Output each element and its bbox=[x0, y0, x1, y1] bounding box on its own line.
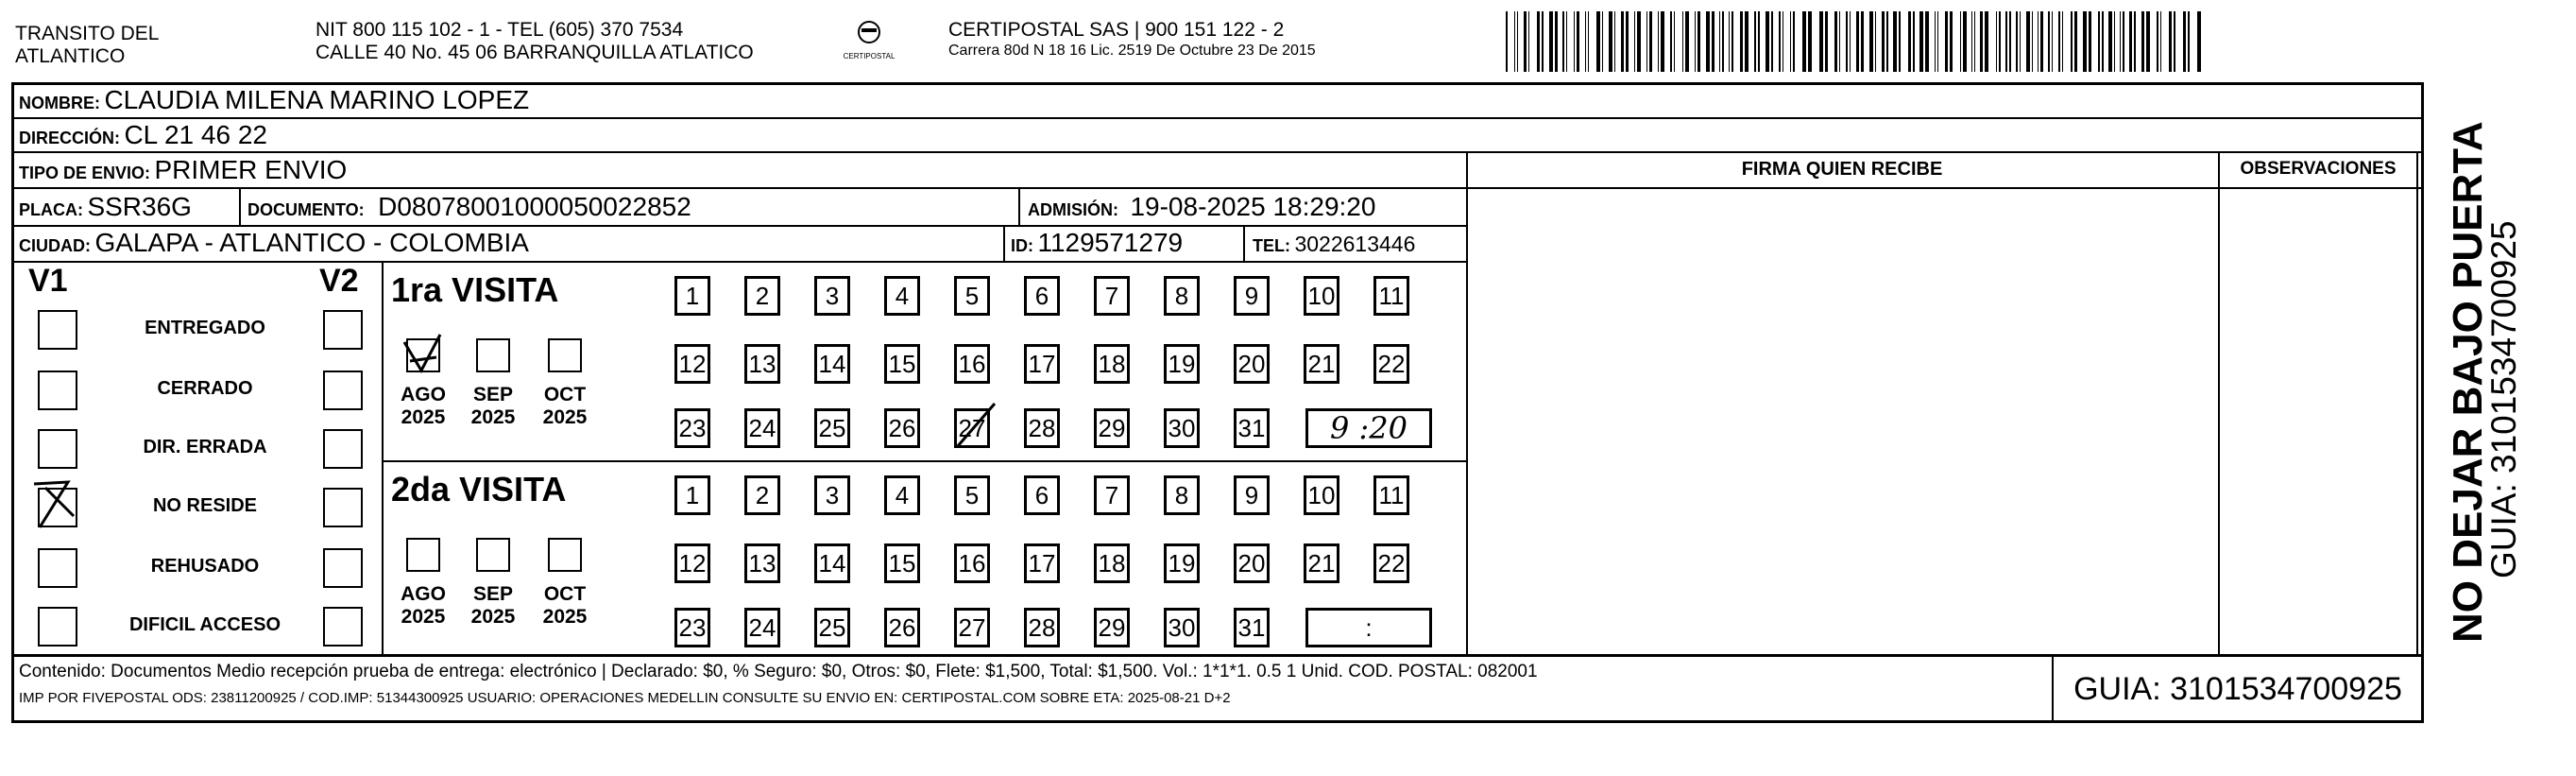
day-box[interactable]: 7 bbox=[1094, 475, 1130, 515]
day-box[interactable]: 26 bbox=[884, 608, 920, 647]
day-box[interactable]: 13 bbox=[744, 344, 780, 384]
month-label bbox=[395, 583, 452, 629]
barcode-bar bbox=[1542, 11, 1544, 72]
barcode-bar bbox=[1697, 11, 1700, 72]
day-box[interactable]: 24 bbox=[744, 608, 780, 647]
barcode-bar bbox=[2032, 11, 2033, 72]
status-v1-checkbox[interactable] bbox=[38, 310, 77, 350]
documento-label: DOCUMENTO: bbox=[247, 200, 365, 219]
barcode-bar bbox=[2048, 11, 2050, 72]
barcode-bar bbox=[1537, 11, 1540, 72]
barcode-bar bbox=[1950, 11, 1953, 72]
day-box[interactable]: 31 bbox=[1234, 608, 1270, 647]
barcode-bar bbox=[1985, 11, 1988, 72]
transito-header bbox=[15, 23, 159, 68]
divider bbox=[382, 460, 1466, 462]
check-mark-icon bbox=[30, 478, 83, 531]
day-box[interactable]: 3 bbox=[814, 276, 850, 316]
barcode-bar bbox=[1596, 11, 1600, 72]
status-v2-checkbox[interactable] bbox=[323, 371, 363, 410]
status-v1-checkbox[interactable] bbox=[38, 488, 77, 527]
status-v1-checkbox[interactable] bbox=[38, 548, 77, 588]
barcode-bar bbox=[1850, 11, 1851, 72]
id-label: ID: bbox=[1011, 236, 1033, 255]
day-box[interactable]: 4 bbox=[884, 475, 920, 515]
day-box[interactable]: 21 bbox=[1304, 543, 1339, 583]
day-box[interactable]: 14 bbox=[814, 344, 850, 384]
barcode-bar bbox=[1685, 11, 1689, 72]
day-box[interactable]: 20 bbox=[1234, 344, 1270, 384]
day-box[interactable]: 19 bbox=[1164, 543, 1200, 583]
barcode-bar bbox=[1649, 11, 1652, 72]
tipo-field bbox=[19, 155, 347, 190]
barcode-bar bbox=[1802, 11, 1806, 72]
transito-line1: TRANSITO DEL bbox=[15, 23, 160, 44]
day-box[interactable]: 4 bbox=[884, 276, 920, 316]
admision-label: ADMISIÓN: bbox=[1028, 200, 1118, 219]
direccion-field bbox=[19, 120, 267, 155]
barcode-bar bbox=[1634, 11, 1635, 72]
barcode-bar bbox=[2016, 11, 2018, 72]
day-box[interactable]: 30 bbox=[1164, 408, 1200, 448]
barcode-bar bbox=[1585, 11, 1586, 72]
day-box[interactable]: 29 bbox=[1094, 608, 1130, 647]
day-box[interactable]: 5 bbox=[954, 276, 990, 316]
barcode bbox=[1504, 11, 2203, 72]
status-v2-checkbox[interactable] bbox=[323, 488, 363, 527]
admision-value: 19-08-2025 18:29:20 bbox=[1130, 192, 1376, 221]
tel-label: TEL: bbox=[1253, 236, 1290, 255]
barcode-bar bbox=[1566, 11, 1567, 72]
barcode-bar bbox=[2120, 11, 2121, 72]
day-box[interactable]: 14 bbox=[814, 543, 850, 583]
barcode-bar bbox=[1658, 11, 1659, 72]
month-checkbox[interactable] bbox=[476, 538, 510, 572]
day-box[interactable]: 20 bbox=[1234, 543, 1270, 583]
barcode-bar bbox=[1674, 11, 1675, 72]
divider bbox=[1243, 225, 1245, 261]
barcode-bar bbox=[2169, 11, 2172, 72]
barcode-bar bbox=[1974, 11, 1975, 72]
status-v1-checkbox[interactable] bbox=[38, 371, 77, 410]
barcode-bar bbox=[1506, 11, 1508, 72]
barcode-bar bbox=[1808, 11, 1812, 72]
barcode-bar bbox=[1960, 11, 1961, 72]
barcode-bar bbox=[1602, 11, 1603, 72]
barcode-bar bbox=[2114, 11, 2115, 72]
barcode-bar bbox=[1621, 11, 1624, 72]
status-label: NO RESIDE bbox=[152, 495, 258, 516]
nombre-label: NOMBRE: bbox=[19, 94, 100, 112]
tel-value: 3022613446 bbox=[1294, 232, 1416, 256]
barcode-bar bbox=[2026, 11, 2030, 72]
barcode-bar bbox=[1562, 11, 1564, 72]
divider bbox=[1466, 151, 1468, 654]
month-year: 2025 bbox=[542, 606, 588, 628]
barcode-bar bbox=[1729, 11, 1730, 72]
barcode-bar bbox=[1935, 11, 1936, 72]
barcode-bar bbox=[2129, 11, 2132, 72]
barcode-bar bbox=[1661, 11, 1664, 72]
status-label: DIFICIL ACCESO bbox=[128, 614, 281, 635]
barcode-bar bbox=[2005, 11, 2007, 72]
day-box[interactable]: 23 bbox=[674, 408, 710, 448]
status-v2-checkbox[interactable] bbox=[323, 548, 363, 588]
logo-text: CERTIPOSTAL bbox=[843, 52, 896, 60]
day-box[interactable]: 28 bbox=[1024, 608, 1060, 647]
month-name: SEP bbox=[472, 583, 514, 605]
barcode-bar bbox=[1745, 11, 1749, 72]
visit-title: 2da VISITA bbox=[391, 470, 567, 509]
footer-guia: GUIA: 3101534700925 bbox=[2073, 671, 2402, 707]
v2-label: V2 bbox=[319, 263, 359, 299]
tipo-label: TIPO DE ENVIO: bbox=[19, 164, 151, 182]
status-v2-checkbox[interactable] bbox=[323, 310, 363, 350]
day-box[interactable]: 13 bbox=[744, 543, 780, 583]
day-box[interactable]: 21 bbox=[1304, 344, 1339, 384]
nombre-field bbox=[19, 85, 529, 120]
day-box[interactable]: 24 bbox=[744, 408, 780, 448]
barcode-bar bbox=[1646, 11, 1647, 72]
barcode-bar bbox=[2040, 11, 2043, 72]
direccion-label: DIRECCIÓN: bbox=[19, 129, 120, 147]
barcode-bar bbox=[2134, 11, 2136, 72]
day-box[interactable]: 2 bbox=[744, 475, 780, 515]
day-mark-icon bbox=[953, 404, 1000, 451]
documento-value: D08078001000050022852 bbox=[378, 192, 691, 221]
barcode-bar bbox=[1637, 11, 1641, 72]
barcode-bar bbox=[1893, 11, 1897, 72]
day-box[interactable]: 31 bbox=[1234, 408, 1270, 448]
day-box[interactable]: 15 bbox=[884, 344, 920, 384]
day-box[interactable]: 10 bbox=[1304, 276, 1339, 316]
barcode-bar bbox=[2020, 11, 2021, 72]
month-name: OCT bbox=[543, 583, 587, 605]
month-name: AGO bbox=[401, 384, 446, 405]
barcode-bar bbox=[1945, 11, 1948, 72]
month-year: 2025 bbox=[401, 406, 446, 428]
barcode-bar bbox=[1793, 11, 1795, 72]
placa-label: PLACA: bbox=[19, 200, 83, 219]
day-box[interactable]: 11 bbox=[1373, 276, 1409, 316]
placa-field bbox=[19, 192, 192, 227]
day-box[interactable]: 12 bbox=[674, 543, 710, 583]
day-box[interactable]: 8 bbox=[1164, 276, 1200, 316]
check-mark-icon bbox=[402, 333, 446, 376]
barcode-bar bbox=[1706, 11, 1710, 72]
barcode-bar bbox=[1771, 11, 1773, 72]
day-box[interactable]: 1 bbox=[674, 276, 710, 316]
day-box[interactable]: 5 bbox=[954, 475, 990, 515]
barcode-bar bbox=[2089, 11, 2091, 72]
barcode-bar bbox=[2102, 11, 2104, 72]
month-checkbox[interactable] bbox=[406, 338, 440, 372]
footer-content: Contenido: Documentos Medio recepción prueba de entrega: electrónico | Declarado: $0, % Seguro: $0, Otros: $0, Flete: $1,500, Total: $1,500. Vol.: 1*1*1. 0.5 1 Unid. COD. POSTAL: 082001 bbox=[19, 662, 1538, 681]
divider bbox=[11, 151, 2424, 153]
day-box[interactable]: 6 bbox=[1024, 276, 1060, 316]
barcode-bar bbox=[1875, 11, 1876, 72]
barcode-bar bbox=[1819, 11, 1823, 72]
admision-field bbox=[1028, 192, 1375, 227]
day-box[interactable]: 25 bbox=[814, 408, 850, 448]
divider bbox=[2218, 151, 2220, 654]
barcode-bar bbox=[2160, 11, 2161, 72]
id-value: 1129571279 bbox=[1037, 228, 1184, 257]
day-box[interactable]: 9 bbox=[1234, 276, 1270, 316]
day-box[interactable]: 11 bbox=[1373, 475, 1409, 515]
id-field bbox=[1011, 228, 1183, 263]
status-label: CERRADO bbox=[157, 378, 253, 399]
status-label: DIR. ERRADA bbox=[143, 437, 267, 457]
month-label bbox=[537, 384, 593, 429]
barcode-bar bbox=[2058, 11, 2060, 72]
barcode-bar bbox=[1999, 11, 2001, 72]
barcode-bar bbox=[1732, 11, 1733, 72]
nit-line1: NIT 800 115 102 - 1 - TEL (605) 370 7534 bbox=[316, 19, 684, 41]
day-box[interactable]: 3 bbox=[814, 475, 850, 515]
barcode-bar bbox=[1670, 11, 1672, 72]
day-box[interactable]: 27 bbox=[954, 608, 990, 647]
barcode-bar bbox=[1528, 11, 1529, 72]
barcode-bar bbox=[1839, 11, 1840, 72]
status-label: REHUSADO bbox=[150, 556, 260, 577]
month-name: OCT bbox=[543, 384, 587, 405]
status-v1-checkbox[interactable] bbox=[38, 429, 77, 469]
barcode-bar bbox=[1963, 11, 1967, 72]
barcode-bar bbox=[1861, 11, 1864, 72]
month-label bbox=[465, 583, 521, 629]
barcode-bar bbox=[2141, 11, 2144, 72]
day-box[interactable]: 2 bbox=[744, 276, 780, 316]
month-checkbox[interactable] bbox=[476, 338, 510, 372]
nit-line2: CALLE 40 No. 45 06 BARRANQUILLA ATLATICO bbox=[316, 42, 754, 63]
barcode-bar bbox=[2009, 11, 2011, 72]
barcode-bar bbox=[2157, 11, 2158, 72]
day-box[interactable]: 18 bbox=[1094, 543, 1130, 583]
barcode-bar bbox=[1722, 11, 1724, 72]
day-box[interactable]: 18 bbox=[1094, 344, 1130, 384]
barcode-bar bbox=[1919, 11, 1923, 72]
barcode-bar bbox=[1925, 11, 1929, 72]
barcode-bar bbox=[1574, 11, 1575, 72]
footer-imp: IMP POR FIVEPOSTAL ODS: 23811200925 / COD.IMP: 51344300925 USUARIO: OPERACIONES MEDELLIN CONSULTE SU ENVIO EN: CERTIPOSTAL.COM SOBRE ETA: 2025-08-21 D+2 bbox=[19, 690, 1231, 706]
day-box[interactable]: 17 bbox=[1024, 543, 1060, 583]
barcode-bar bbox=[1882, 11, 1885, 72]
barcode-bar bbox=[1766, 11, 1769, 72]
barcode-bar bbox=[1825, 11, 1828, 72]
barcode-bar bbox=[1712, 11, 1714, 72]
day-box[interactable]: 12 bbox=[674, 344, 710, 384]
day-box[interactable]: 25 bbox=[814, 608, 850, 647]
month-checkbox[interactable] bbox=[548, 538, 582, 572]
day-box[interactable]: 10 bbox=[1304, 475, 1339, 515]
status-v2-checkbox[interactable] bbox=[323, 607, 363, 647]
barcode-bar bbox=[1588, 11, 1589, 72]
barcode-bar bbox=[1514, 11, 1515, 72]
barcode-bar bbox=[2083, 11, 2087, 72]
barcode-bar bbox=[1555, 11, 1558, 72]
day-box[interactable]: 17 bbox=[1024, 344, 1060, 384]
barcode-bar bbox=[1614, 11, 1615, 72]
barcode-bar bbox=[1869, 11, 1873, 72]
barcode-bar bbox=[1524, 11, 1527, 72]
certi-line1: CERTIPOSTAL SAS | 900 151 122 - 2 bbox=[948, 19, 1285, 41]
visit-title: 1ra VISITA bbox=[391, 270, 559, 309]
barcode-bar bbox=[2074, 11, 2077, 72]
ciudad-field bbox=[19, 228, 529, 263]
day-box[interactable]: 30 bbox=[1164, 608, 1200, 647]
status-v1-checkbox[interactable] bbox=[38, 607, 77, 647]
day-box[interactable]: 9 bbox=[1234, 475, 1270, 515]
barcode-bar bbox=[1834, 11, 1837, 72]
day-box[interactable]: 27 bbox=[954, 408, 990, 448]
day-box[interactable]: 23 bbox=[674, 608, 710, 647]
barcode-bar bbox=[1682, 11, 1683, 72]
barcode-bar bbox=[2098, 11, 2100, 72]
status-label: ENTREGADO bbox=[145, 318, 265, 338]
v1-label: V1 bbox=[28, 263, 68, 299]
barcode-bar bbox=[1908, 11, 1911, 72]
placa-value: SSR36G bbox=[87, 192, 192, 221]
divider bbox=[382, 261, 384, 654]
day-box[interactable]: 7 bbox=[1094, 276, 1130, 316]
divider bbox=[2416, 151, 2418, 654]
barcode-bar bbox=[2052, 11, 2053, 72]
barcode-bar bbox=[1758, 11, 1760, 72]
month-label bbox=[537, 583, 593, 629]
observaciones-header: OBSERVACIONES bbox=[2240, 159, 2397, 179]
visit-time-box[interactable]: : bbox=[1305, 608, 1432, 647]
barcode-bar bbox=[1856, 11, 1859, 72]
barcode-bar bbox=[1626, 11, 1629, 72]
barcode-bar bbox=[1980, 11, 1983, 72]
month-name: SEP bbox=[472, 384, 514, 405]
barcode-bar bbox=[2188, 11, 2190, 72]
barcode-bar bbox=[1549, 11, 1553, 72]
tel-field bbox=[1253, 229, 1415, 263]
barcode-bar bbox=[2174, 11, 2175, 72]
day-box[interactable]: 22 bbox=[1373, 543, 1409, 583]
month-year: 2025 bbox=[401, 606, 446, 628]
barcode-bar bbox=[1754, 11, 1756, 72]
ciudad-label: CIUDAD: bbox=[19, 236, 91, 255]
tipo-value: PRIMER ENVIO bbox=[154, 155, 348, 184]
barcode-bar bbox=[2183, 11, 2186, 72]
barcode-bar bbox=[1517, 11, 1518, 72]
transito-line2: ATLANTICO bbox=[15, 45, 126, 67]
barcode-bar bbox=[1790, 11, 1791, 72]
guia-vertical: GUIA: 3101534700925 bbox=[2484, 220, 2523, 578]
day-box[interactable]: 22 bbox=[1373, 344, 1409, 384]
barcode-bar bbox=[2123, 11, 2124, 72]
day-box[interactable]: 26 bbox=[884, 408, 920, 448]
certi-line2: Carrera 80d N 18 16 Lic. 2519 De Octubre 23 De 2015 bbox=[948, 43, 1316, 59]
month-checkbox[interactable] bbox=[548, 338, 582, 372]
barcode-bar bbox=[1695, 11, 1696, 72]
barcode-bar bbox=[1996, 11, 1997, 72]
barcode-bar bbox=[2108, 11, 2112, 72]
barcode-bar bbox=[1913, 11, 1915, 72]
barcode-bar bbox=[1971, 11, 1972, 72]
barcode-bar bbox=[1846, 11, 1848, 72]
day-box[interactable]: 16 bbox=[954, 344, 990, 384]
month-year: 2025 bbox=[470, 406, 516, 428]
barcode-bar bbox=[1609, 11, 1612, 72]
divider bbox=[1003, 225, 1005, 261]
day-box[interactable]: 16 bbox=[954, 543, 990, 583]
month-label bbox=[465, 384, 521, 429]
barcode-bar bbox=[1937, 11, 1938, 72]
barcode-bar bbox=[1779, 11, 1781, 72]
status-v2-checkbox[interactable] bbox=[323, 429, 363, 469]
day-box[interactable]: 15 bbox=[884, 543, 920, 583]
barcode-bar bbox=[2146, 11, 2150, 72]
barcode-bar bbox=[1740, 11, 1743, 72]
barcode-bar bbox=[2197, 11, 2201, 72]
barcode-bar bbox=[1577, 11, 1579, 72]
day-box[interactable]: 29 bbox=[1094, 408, 1130, 448]
month-name: AGO bbox=[401, 583, 446, 605]
firma-header: FIRMA QUIEN RECIBE bbox=[1741, 159, 1943, 180]
barcode-bar bbox=[2071, 11, 2073, 72]
divider bbox=[11, 187, 2424, 189]
day-box[interactable]: 6 bbox=[1024, 475, 1060, 515]
day-box[interactable]: 28 bbox=[1024, 408, 1060, 448]
nit-header bbox=[316, 19, 754, 64]
barcode-bar bbox=[1719, 11, 1720, 72]
day-box[interactable]: 8 bbox=[1164, 475, 1200, 515]
divider bbox=[1018, 187, 1020, 225]
day-box[interactable]: 19 bbox=[1164, 344, 1200, 384]
month-checkbox[interactable] bbox=[406, 538, 440, 572]
nombre-value: CLAUDIA MILENA MARINO LOPEZ bbox=[104, 85, 530, 114]
barcode-bar bbox=[2038, 11, 2039, 72]
direccion-value: CL 21 46 22 bbox=[124, 120, 267, 149]
certipostal-logo bbox=[831, 17, 907, 64]
documento-field bbox=[247, 192, 691, 227]
barcode-bar bbox=[1899, 11, 1901, 72]
no-dejar-warning: NO DEJAR BAJO PUERTA bbox=[2445, 121, 2491, 643]
visit-time-box[interactable]: 9 :20 bbox=[1305, 408, 1432, 448]
ciudad-value: GALAPA - ATLANTICO - COLOMBIA bbox=[94, 228, 529, 257]
month-label bbox=[395, 384, 452, 429]
divider bbox=[239, 187, 241, 225]
day-box[interactable]: 1 bbox=[674, 475, 710, 515]
divider bbox=[11, 654, 2424, 657]
barcode-bar bbox=[2062, 11, 2063, 72]
barcode-bar bbox=[1886, 11, 1888, 72]
month-year: 2025 bbox=[470, 606, 516, 628]
certipostal-header bbox=[948, 19, 1316, 60]
month-year: 2025 bbox=[542, 406, 588, 428]
